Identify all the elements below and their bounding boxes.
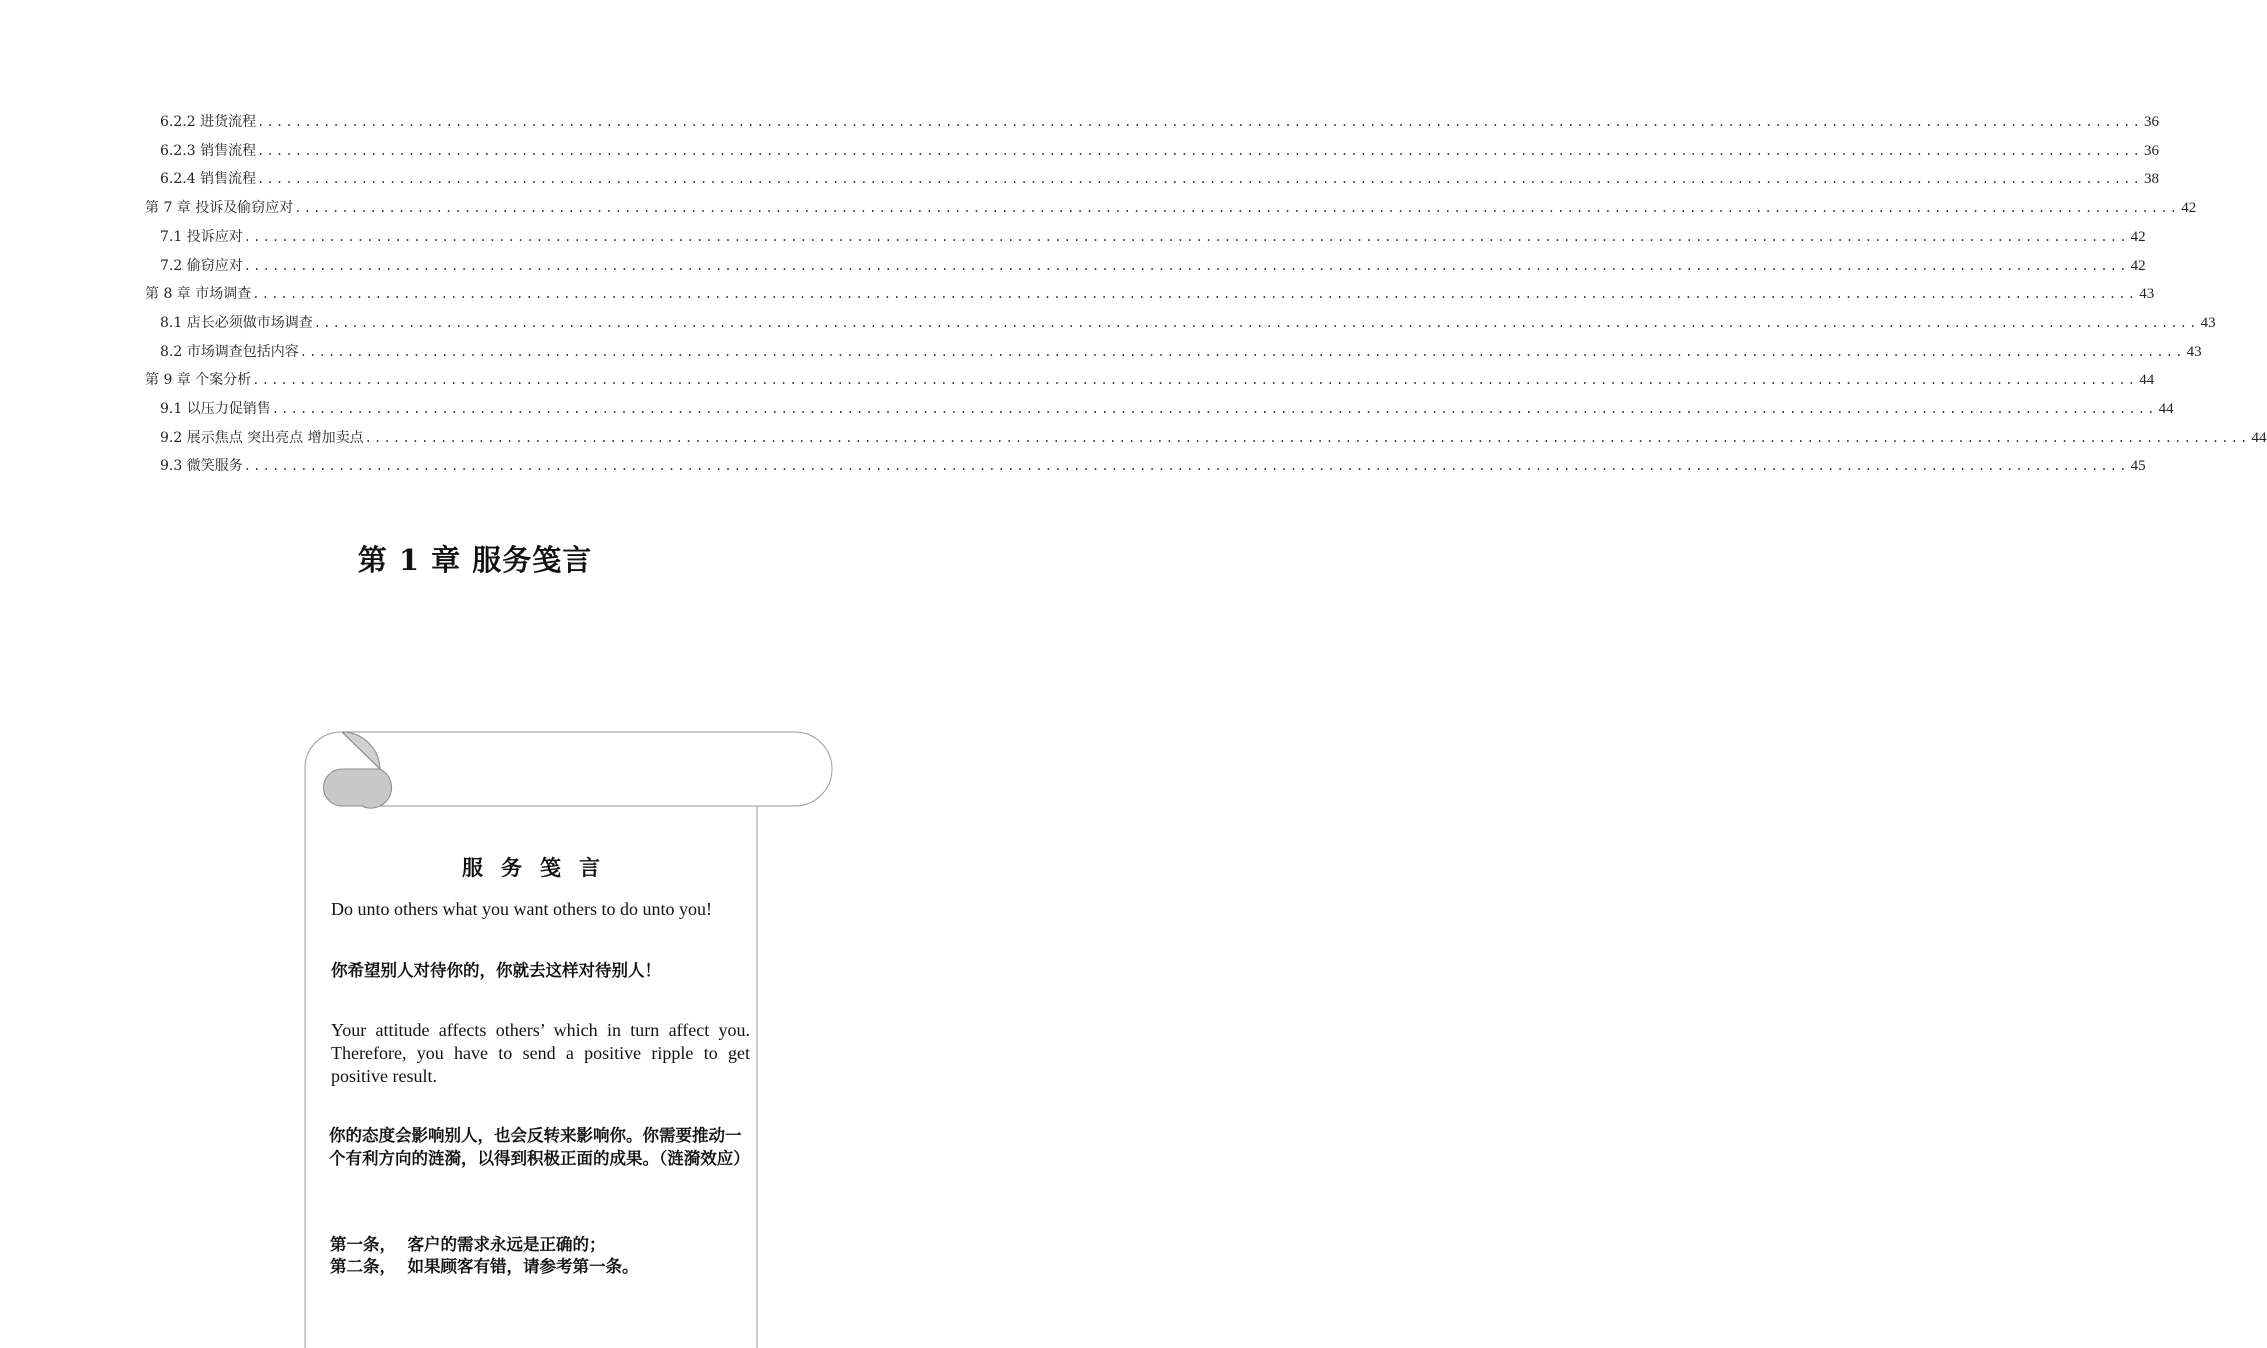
- toc-leader-dots: ........................................................................................................................................................................................................: [243, 229, 2129, 244]
- toc-entry-page: 45: [2130, 458, 2146, 475]
- toc-entry[interactable]: [160, 399, 2174, 419]
- toc-entry-page: 43: [2139, 286, 2155, 303]
- toc-entry[interactable]: [160, 313, 2216, 333]
- toc-entry-label: 第 9 章 个案分析: [145, 372, 252, 389]
- toc-entry-label: 9.3 微笑服务: [160, 458, 243, 475]
- quote-chinese-2: 你的态度会影响别人，也会反转来影响你。你需要推动一个有利方向的涟漪，以得到积极正面的成果。（涟漪效应）: [329, 1126, 750, 1168]
- toc-entry[interactable]: [160, 456, 2146, 476]
- toc-leader-dots: ........................................................................................................................................................................................................: [243, 258, 2129, 273]
- toc-leader-dots: ........................................................................................................................................................................................................: [364, 430, 2250, 445]
- quote-english-1: Do unto others what you want others to do unto you!: [331, 899, 712, 919]
- toc-entry-label: 第 7 章 投诉及偷窃应对: [145, 200, 294, 217]
- toc-entry-page: 43: [2186, 343, 2202, 360]
- toc-leader-dots: ........................................................................................................................................................................................................: [313, 315, 2199, 330]
- toc-entry-page: 38: [2144, 171, 2159, 188]
- rule-one: 第一条， 客户的需求永远是正确的；: [330, 1235, 606, 1254]
- toc-entry-page: 43: [2200, 314, 2216, 331]
- toc-entry-label: 6.2.3 销售流程: [160, 142, 257, 159]
- toc-entry[interactable]: [160, 342, 2202, 362]
- toc-entry-page: 42: [2130, 228, 2146, 245]
- toc-entry-label: 第 8 章 市场调查: [145, 286, 252, 303]
- chapter-title: 第 1 章 服务笺言: [357, 543, 593, 577]
- toc-leader-dots: ........................................................................................................................................................................................................: [294, 201, 2180, 216]
- scroll-title: 服务笺言: [462, 855, 618, 880]
- toc-entry[interactable]: [160, 256, 2146, 276]
- toc-entry[interactable]: [160, 428, 2267, 448]
- toc-leader-dots: ........................................................................................................................................................................................................: [257, 143, 2142, 158]
- toc-entry-label: 7.1 投诉应对: [160, 228, 243, 245]
- toc-entry-page: 44: [2251, 429, 2267, 446]
- toc-entry-page: 44: [2158, 401, 2174, 417]
- toc-leader-dots: ........................................................................................................................................................................................................: [243, 459, 2129, 474]
- toc-entry-page: 36: [2144, 114, 2159, 130]
- toc-leader-dots: ........................................................................................................................................................................................................: [252, 287, 2138, 302]
- quote-english-2: Your attitude affects others’ which in turn affect you. Therefore, you have to send a positive ripple to get positive result.: [331, 1020, 750, 1086]
- toc-entry-label: 8.1 店长必须做市场调查: [160, 314, 313, 331]
- toc-entry-label: 9.2 展示焦点 突出亮点 增加卖点: [160, 429, 364, 446]
- toc-entry[interactable]: [145, 284, 2155, 304]
- toc-entry-label: 7.2 偷窃应对: [160, 257, 243, 274]
- toc-entry[interactable]: [145, 198, 2197, 218]
- toc-entry[interactable]: [145, 370, 2155, 390]
- toc-entry[interactable]: [160, 227, 2146, 247]
- toc-entry-page: 36: [2144, 142, 2159, 159]
- toc-leader-dots: ........................................................................................................................................................................................................: [257, 115, 2142, 129]
- toc-entry-label: 9.1 以压力促销售: [160, 401, 271, 417]
- toc-entry[interactable]: [160, 141, 2159, 161]
- rule-two: 第二条， 如果顾客有错，请参考第一条。: [330, 1257, 639, 1276]
- toc-entry-label: 6.2.2 进货流程: [160, 114, 257, 130]
- toc-entry[interactable]: [160, 112, 2159, 132]
- toc-entry[interactable]: [160, 169, 2159, 189]
- toc-leader-dots: ........................................................................................................................................................................................................: [257, 172, 2142, 187]
- toc-entry-page: 42: [2130, 257, 2146, 274]
- toc-entry-page: 44: [2139, 372, 2155, 389]
- toc-entry-label: 8.2 市场调查包括内容: [160, 343, 299, 360]
- toc-entry-label: 6.2.4 销售流程: [160, 171, 257, 188]
- toc-leader-dots: ........................................................................................................................................................................................................: [299, 344, 2185, 359]
- toc-leader-dots: ........................................................................................................................................................................................................: [271, 402, 2157, 416]
- toc-leader-dots: ........................................................................................................................................................................................................: [252, 373, 2138, 388]
- quote-chinese-1: 你希望别人对待你的，你就去这样对待别人！: [331, 961, 661, 980]
- toc-entry-page: 42: [2181, 200, 2197, 217]
